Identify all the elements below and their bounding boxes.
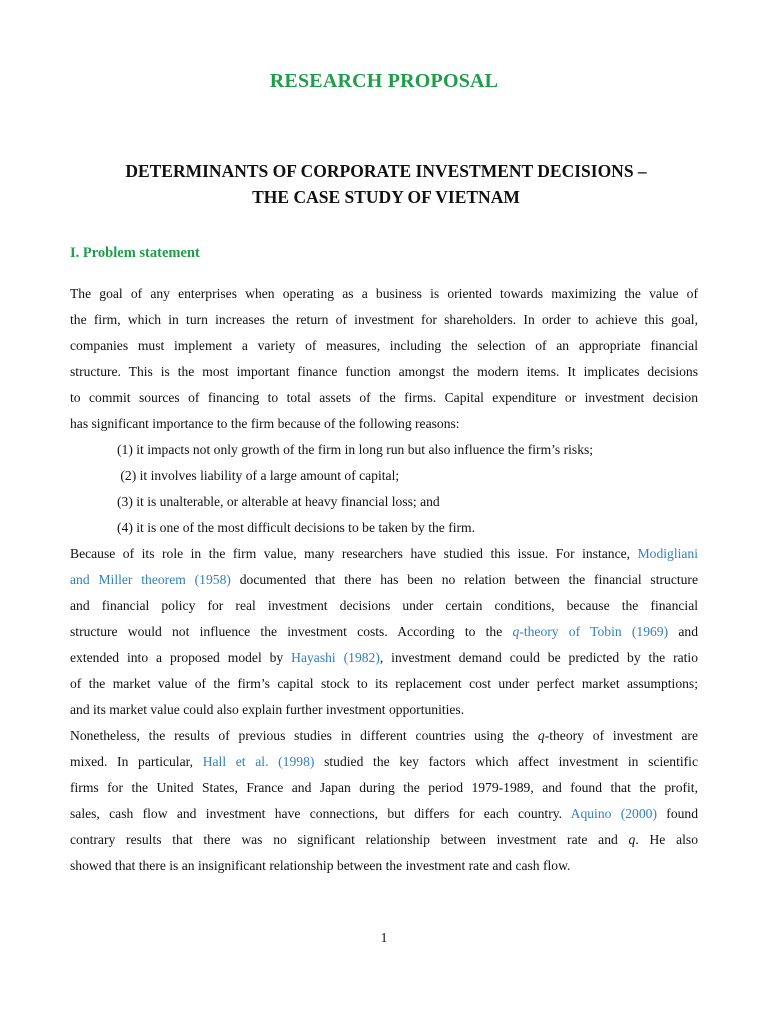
list-item: (3) it is unalterable, or alterable at heavy financial loss; and <box>117 494 440 509</box>
paragraph-line: and financial policy for real investment decisions under certain conditions, because the financial <box>70 598 698 613</box>
paragraph-line: has significant importance to the firm because of the following reasons: <box>70 416 460 431</box>
citation-link-tobin[interactable]: q-theory of Tobin (1969) <box>512 624 669 639</box>
document-title-line-1: DETERMINANTS OF CORPORATE INVESTMENT DECISIONS – <box>125 161 647 181</box>
paragraph-line: of the market value of the firm’s capital stock to its replacement cost under perfect market assumptions; <box>70 676 698 691</box>
paragraph-line: Because of its role in the firm value, many researchers have studied this issue. For instance, Modigliani <box>70 546 698 561</box>
section-heading-problem-statement: I. Problem statement <box>70 245 200 261</box>
citation-link-modigliani[interactable]: Modigliani <box>637 546 698 561</box>
paragraph-line: companies must implement a variety of measures, including the selection of an appropriate financial <box>70 338 698 353</box>
document-title <box>78 158 694 210</box>
paragraph-line: firms for the United States, France and Japan during the period 1979-1989, and found that the profit, <box>70 780 698 795</box>
document-title-line-2: THE CASE STUDY OF VIETNAM <box>252 187 520 207</box>
paragraph-line: mixed. In particular, Hall et al. (1998) studied the key factors which affect investment in scientific <box>70 754 698 769</box>
paragraph-line: structure. This is the most important finance function amongst the modern items. It implicates decisions <box>70 364 698 379</box>
paragraph-line: and Miller theorem (1958) documented that there has been no relation between the financial structure <box>70 572 698 587</box>
paragraph-line: sales, cash flow and investment have connections, but differs for each country. Aquino (2000) found <box>70 806 699 821</box>
citation-link-hall[interactable]: Hall et al. (1998) <box>202 754 315 769</box>
paragraph-line: contrary results that there was no significant relationship between investment rate and q. He also <box>70 832 698 847</box>
citation-link-modigliani-miller[interactable]: and Miller theorem (1958) <box>70 572 231 587</box>
paragraph-mixed-results <box>70 723 698 879</box>
citation-link-aquino[interactable]: Aquino (2000) <box>570 806 657 821</box>
list-item: (1) it impacts not only growth of the firm in long run but also influence the firm’s risks; <box>117 442 594 457</box>
reasons-list <box>117 437 697 541</box>
paragraph-line: the firm, which in turn increases the return of investment for shareholders. In order to achieve this goal, <box>70 312 698 327</box>
paragraph-line: showed that there is an insignificant relationship between the investment rate and cash flow. <box>70 858 571 873</box>
paragraph-line: to commit sources of financing to total assets of the firms. Capital expenditure or investment decision <box>70 390 698 405</box>
paragraph-line: structure would not influence the investment costs. According to the q-theory of Tobin (1969) and <box>70 624 699 639</box>
paragraph-line: The goal of any enterprises when operating as a business is oriented towards maximizing the value of <box>70 286 698 301</box>
paragraph-line: and its market value could also explain further investment opportunities. <box>70 702 465 717</box>
page-number: 1 <box>380 930 388 945</box>
paragraph-intro <box>70 281 698 437</box>
list-item: (4) it is one of the most difficult decisions to be taken by the firm. <box>117 520 476 535</box>
citation-link-hayashi[interactable]: Hayashi (1982) <box>291 650 380 665</box>
paragraph-literature <box>70 541 698 723</box>
document-label: RESEARCH PROPOSAL <box>269 70 499 92</box>
paragraph-line: extended into a proposed model by Hayashi (1982), investment demand could be predicted by the ratio <box>70 650 698 665</box>
paragraph-line: Nonetheless, the results of previous studies in different countries using the q-theory of investment are <box>70 728 698 743</box>
list-item: (2) it involves liability of a large amount of capital; <box>117 468 400 483</box>
